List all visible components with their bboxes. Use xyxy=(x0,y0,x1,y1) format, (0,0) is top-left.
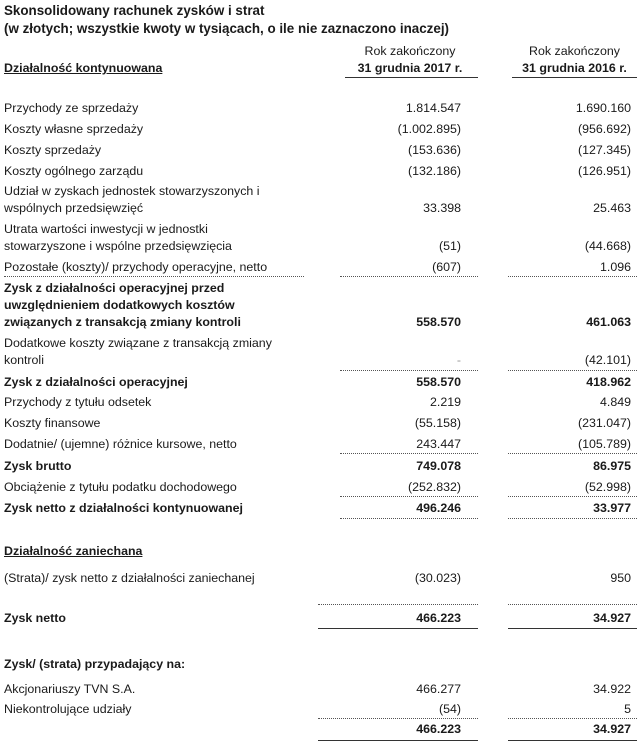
row-label: Zysk z działalności operacyjnej xyxy=(4,375,188,389)
column-header-2017-line1: Rok zakończony xyxy=(364,44,456,58)
row-value-2017: 496.246 xyxy=(416,501,461,515)
row-label: Koszty finansowe xyxy=(4,416,101,430)
row-divider xyxy=(340,276,478,277)
row-divider xyxy=(340,496,478,497)
section-heading-attributable: Zysk/ (strata) przypadający na: xyxy=(4,657,186,671)
column-header-2016 xyxy=(507,43,639,77)
row-divider xyxy=(340,370,478,371)
row-value-2017: 558.570 xyxy=(416,375,461,389)
row-value-2016: 4.849 xyxy=(599,395,631,409)
column-header-2017-line2: 31 grudnia 2017 r. xyxy=(357,61,463,75)
total-underline xyxy=(318,740,478,741)
row-label: Dodatkowe koszty związane z transakcją zmiany kontroli xyxy=(4,336,272,367)
row-divider xyxy=(318,718,478,719)
row-value-2017: 466.223 xyxy=(416,722,461,736)
row-value-2017: (132.186) xyxy=(407,164,461,178)
row-value-2016: 950 xyxy=(610,571,631,585)
row-value-2017: 558.570 xyxy=(416,315,461,329)
row-label: Dodatnie/ (ujemne) różnice kursowe, netto xyxy=(4,437,237,451)
row-divider xyxy=(508,453,637,454)
column-header-2016-line2: 31 grudnia 2016 r. xyxy=(522,61,627,75)
row-value-2017: (30.023) xyxy=(414,571,461,585)
row-label: Pozostałe (koszty)/ przychody operacyjne, netto xyxy=(4,260,268,274)
row-value-2017: (252.832) xyxy=(407,480,461,494)
row-divider xyxy=(318,604,478,605)
row-value-2017: 466.277 xyxy=(416,682,461,696)
row-label: (Strata)/ zysk netto z działalności zaniechanej xyxy=(4,571,255,585)
column-header-2017 xyxy=(340,43,480,77)
row-value-2017: (153.636) xyxy=(407,143,461,157)
statement-title: Skonsolidowany rachunek zysków i strat xyxy=(4,3,265,18)
row-value-2017: 2.219 xyxy=(429,395,461,409)
total-underline xyxy=(508,628,637,629)
row-value-2016: 34.927 xyxy=(593,611,631,625)
row-divider xyxy=(508,518,637,519)
column-header-2016-line1: Rok zakończony xyxy=(529,44,620,58)
row-divider xyxy=(508,718,637,719)
row-value-2016: 86.975 xyxy=(593,459,631,473)
row-value-2017: (51) xyxy=(438,239,461,253)
row-divider xyxy=(508,276,637,277)
row-label: Udział w zyskach jednostek stowarzyszonych i wspólnych przedsięwzięć xyxy=(4,184,260,215)
row-value-2017: (55.158) xyxy=(414,416,461,430)
total-underline xyxy=(508,740,637,741)
row-label: Zysk z działalności operacyjnej przed uwzględnieniem dodatkowych kosztów związanych z transakcją zmiany kontroli xyxy=(4,281,241,329)
row-label: Zysk brutto xyxy=(4,459,72,473)
row-value-2016: 34.927 xyxy=(593,722,631,736)
row-value-2016: 461.063 xyxy=(586,315,631,329)
row-value-2017: - xyxy=(456,353,461,367)
row-value-2017: 466.223 xyxy=(416,611,461,625)
total-underline xyxy=(318,628,478,629)
row-divider xyxy=(4,276,304,277)
row-value-2016: (44.668) xyxy=(584,239,631,253)
statement-subtitle: (w złotych; wszystkie kwoty w tysiącach, o ile nie zaznaczono inaczej) xyxy=(4,21,449,36)
row-label: Akcjonariuszy TVN S.A. xyxy=(4,682,136,696)
row-value-2016: 25.463 xyxy=(593,201,631,215)
row-divider xyxy=(340,518,478,519)
row-label: Przychody z tytułu odsetek xyxy=(4,395,152,409)
row-label: Zysk netto xyxy=(4,611,66,625)
row-value-2016: (231.047) xyxy=(577,416,631,430)
row-value-2017: 1.814.547 xyxy=(405,101,461,115)
row-value-2016: 33.977 xyxy=(593,501,631,515)
row-label: Koszty ogólnego zarządu xyxy=(4,164,144,178)
row-value-2017: 243.447 xyxy=(416,437,461,451)
row-divider xyxy=(508,604,637,605)
row-label: Przychody ze sprzedaży xyxy=(4,101,139,115)
row-value-2016: (105.789) xyxy=(577,437,631,451)
row-value-2016: 418.962 xyxy=(586,375,631,389)
row-value-2016: 1.690.160 xyxy=(575,101,631,115)
row-label: Zysk netto z działalności kontynuowanej xyxy=(4,501,243,515)
row-value-2017: (1.002.895) xyxy=(397,122,461,136)
row-value-2017: 749.078 xyxy=(416,459,461,473)
row-value-2016: (127.345) xyxy=(577,143,631,157)
row-label: Niekontrolujące udziały xyxy=(4,702,132,716)
section-heading-continuing: Działalność kontynuowana xyxy=(4,61,163,75)
row-value-2016: 5 xyxy=(624,702,631,716)
row-value-2016: (126.951) xyxy=(577,164,631,178)
row-divider xyxy=(340,453,478,454)
row-label: Koszty sprzedaży xyxy=(4,143,102,157)
row-value-2016: 34.922 xyxy=(593,682,631,696)
row-value-2017: (607) xyxy=(432,260,461,274)
row-divider xyxy=(508,496,637,497)
row-value-2016: 1.096 xyxy=(599,260,631,274)
row-divider xyxy=(508,370,637,371)
row-label: Utrata wartości inwestycji w jednostki stowarzyszone i wspólne przedsięwzięcia xyxy=(4,222,232,253)
row-label: Obciążenie z tytułu podatku dochodowego xyxy=(4,480,237,494)
row-value-2016: (42.101) xyxy=(584,353,631,367)
column-header-2017-underline xyxy=(345,77,478,78)
row-value-2016: (956.692) xyxy=(577,122,631,136)
row-label: Koszty własne sprzedaży xyxy=(4,122,144,136)
column-header-2016-underline xyxy=(512,77,637,78)
row-value-2017: 33.398 xyxy=(423,201,461,215)
row-value-2017: (54) xyxy=(438,702,461,716)
row-value-2016: (52.998) xyxy=(584,480,631,494)
section-heading-discontinued: Działalność zaniechana xyxy=(4,544,143,558)
